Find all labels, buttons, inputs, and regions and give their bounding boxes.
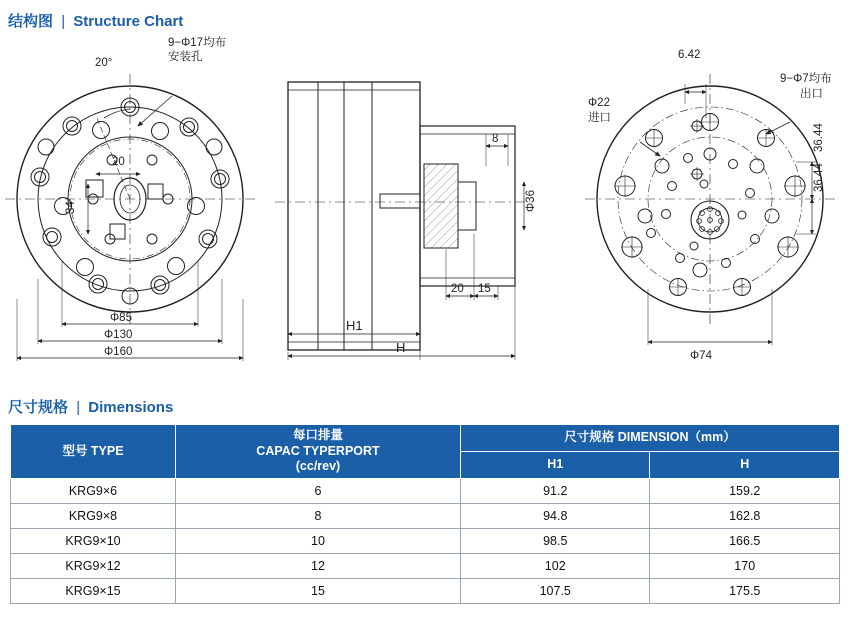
center-view-h-label: H [396, 340, 406, 355]
cell-h1: 107.5 [461, 578, 650, 603]
heading-separator: | [61, 13, 66, 30]
heading-separator-2: | [76, 399, 81, 416]
header-h: H [650, 451, 840, 478]
right-view-outlet-line1: 9−Φ7均布 [780, 73, 832, 85]
left-view-d130: Φ130 [104, 329, 133, 341]
cell-h: 162.8 [650, 503, 840, 528]
center-view-dim-15: 15 [478, 283, 491, 295]
left-view-angle-label: 20° [95, 57, 113, 69]
structure-chart-heading [8, 10, 183, 31]
left-view-dim-20: 20 [112, 156, 125, 168]
center-view-h1-label: H1 [346, 318, 363, 333]
dimensions-heading [8, 396, 173, 417]
header-capacity-line3: (cc/rev) [295, 459, 341, 474]
structure-chart-heading-cn: 结构图 [8, 13, 54, 30]
cell-type: KRG9×8 [11, 503, 176, 528]
right-view-inlet-line2: 进口 [588, 112, 611, 124]
structure-chart-heading-en: Structure Chart [73, 13, 184, 30]
table-body [11, 478, 840, 603]
cell-capacity: 12 [176, 553, 461, 578]
table-row [11, 478, 840, 503]
left-view-d160: Φ160 [104, 346, 133, 358]
center-view-d36: Φ36 [525, 190, 537, 212]
table-row [11, 528, 840, 553]
left-view-hole-note-line2: 安装孔 [168, 51, 203, 63]
right-view-dim-642: 6.42 [678, 49, 701, 61]
structure-chart-drawing [0, 34, 850, 384]
cell-capacity: 8 [176, 503, 461, 528]
right-view-outlet-line2: 出口 [800, 88, 823, 100]
dimensions-heading-cn: 尺寸规格 [8, 399, 69, 416]
cell-type: KRG9×6 [11, 478, 176, 503]
cell-h1: 91.2 [461, 478, 650, 503]
left-view-dim-34: 34 [65, 201, 77, 214]
cell-capacity: 15 [176, 578, 461, 603]
cell-type: KRG9×15 [11, 578, 176, 603]
cell-h: 159.2 [650, 478, 840, 503]
header-dimension-group: 尺寸规格 DIMENSION（mm） [461, 425, 840, 452]
table-row [11, 553, 840, 578]
header-capacity [176, 425, 461, 479]
cell-h1: 94.8 [461, 503, 650, 528]
table-row [11, 578, 840, 603]
cell-h1: 98.5 [461, 528, 650, 553]
header-h1: H1 [461, 451, 650, 478]
header-capacity-line1: 每口排量 [292, 428, 343, 442]
header-capacity-line2: CAPAC TYPERPORT [256, 443, 380, 458]
cell-capacity: 6 [176, 478, 461, 503]
cell-h: 166.5 [650, 528, 840, 553]
dimensions-heading-en: Dimensions [88, 399, 174, 416]
cell-h: 170 [650, 553, 840, 578]
cell-type: KRG9×10 [11, 528, 176, 553]
cell-capacity: 10 [176, 528, 461, 553]
left-view-d85: Φ85 [110, 312, 132, 324]
table-header-row [11, 425, 840, 452]
center-view-dim-20: 20 [451, 283, 464, 295]
header-type: 型号 TYPE [11, 425, 176, 479]
left-view-hole-note-line1: 9−Φ17均布 [168, 37, 227, 49]
cell-h1: 102 [461, 553, 650, 578]
right-view-inlet-line1: Φ22 [588, 97, 610, 109]
cell-type: KRG9×12 [11, 553, 176, 578]
right-view-dim-3644-b: 36.44 [813, 163, 825, 192]
right-view-dim-3644-a: 36.44 [813, 123, 825, 152]
dimensions-table [10, 424, 840, 604]
table-row [11, 503, 840, 528]
right-view-d74: Φ74 [690, 350, 712, 362]
center-view-dim-8: 8 [492, 133, 499, 145]
right-view [585, 74, 835, 345]
cell-h: 175.5 [650, 578, 840, 603]
center-view [275, 82, 530, 360]
